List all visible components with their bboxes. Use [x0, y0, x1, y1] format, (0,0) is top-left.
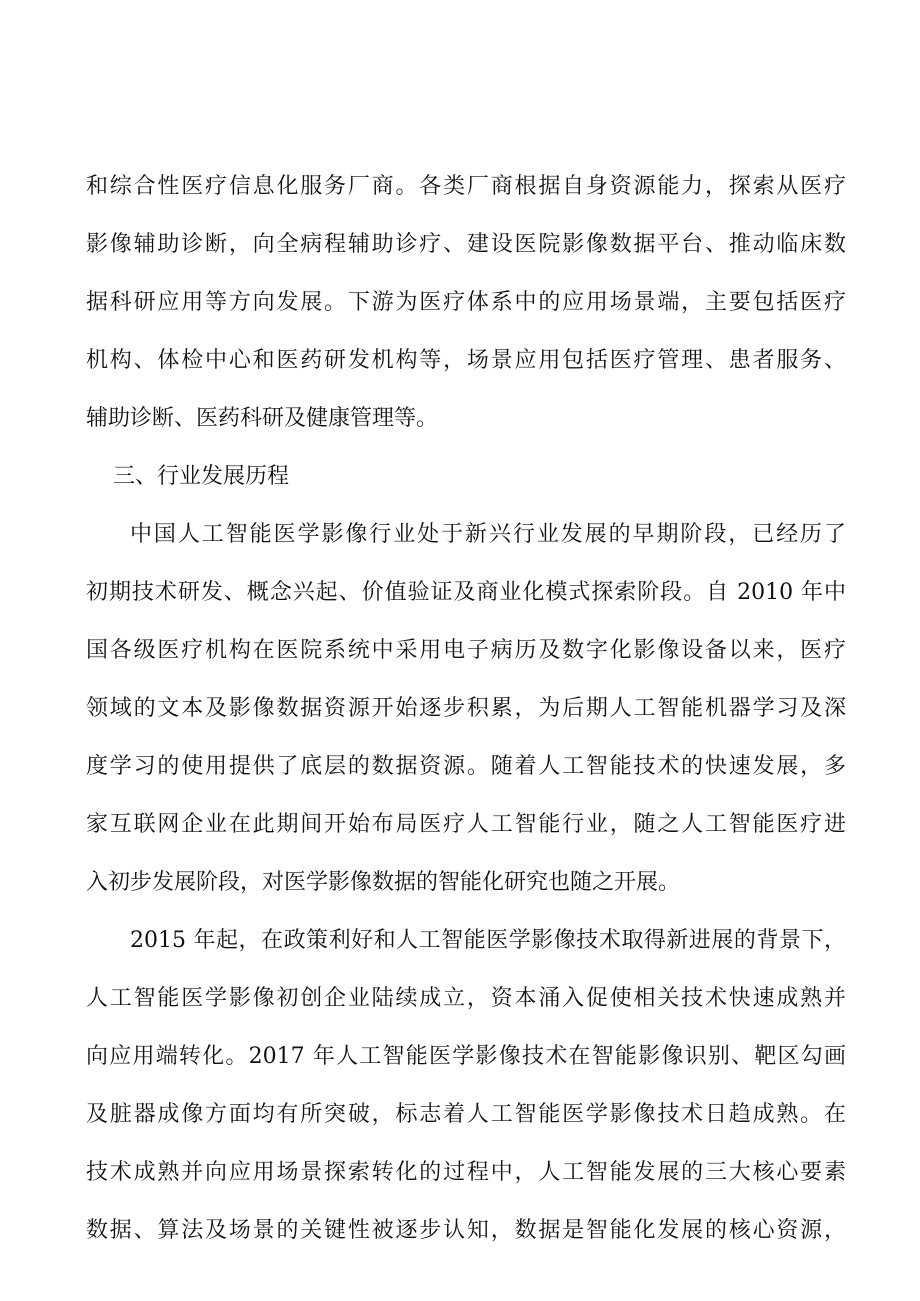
paragraph-2-line-3: 国各级医疗机构在医院系统中采用电子病历及数字化影像设备以来，医疗	[86, 638, 846, 663]
paragraph-3-line-5: 技术成熟并向应用场景探索转化的过程中，人工智能发展的三大核心要素	[86, 1160, 846, 1185]
paragraph-1-line-2: 影像辅助诊断，向全病程辅助诊疗、建设医院影像数据平台、推动临床数	[86, 232, 846, 257]
paragraph-3-line-2: 人工智能医学影像初创企业陆续成立，资本涌入促使相关技术快速成熟并	[86, 986, 846, 1011]
paragraph-3-line-1: 2015 年起，在政策利好和人工智能医学影像技术取得新进展的背景下，	[130, 928, 846, 953]
paragraph-2-line-2: 初期技术研发、概念兴起、价值验证及商业化模式探索阶段。自 2010 年中	[86, 580, 846, 605]
paragraph-3-line-3: 向应用端转化。2017 年人工智能医学影像技术在智能影像识别、靶区勾画	[86, 1044, 846, 1069]
paragraph-2-line-7: 入初步发展阶段，对医学影像数据的智能化研究也随之开展。	[86, 870, 681, 895]
paragraph-2-line-4: 领域的文本及影像数据资源开始逐步积累，为后期人工智能机器学习及深	[86, 696, 846, 721]
paragraph-3-line-6: 数据、算法及场景的关键性被逐步认知，数据是智能化发展的核心资源，	[86, 1218, 846, 1243]
paragraph-2-line-1: 中国人工智能医学影像行业处于新兴行业发展的早期阶段，已经历了	[130, 522, 846, 547]
paragraph-2-line-6: 家互联网企业在此期间开始布局医疗人工智能行业，随之人工智能医疗进	[86, 812, 846, 837]
paragraph-3-line-4: 及脏器成像方面均有所突破，标志着人工智能医学影像技术日趋成熟。在	[86, 1102, 846, 1127]
paragraph-1-line-4: 机构、体检中心和医药研发机构等，场景应用包括医疗管理、患者服务、	[86, 348, 846, 373]
section-heading: 三、行业发展历程	[113, 464, 290, 489]
paragraph-2-line-5: 度学习的使用提供了底层的数据资源。随着人工智能技术的快速发展，多	[86, 754, 846, 779]
paragraph-1-line-1: 和综合性医疗信息化服务厂商。各类厂商根据自身资源能力，探索从医疗	[86, 174, 846, 199]
paragraph-1-line-3: 据科研应用等方向发展。下游为医疗体系中的应用场景端，主要包括医疗	[86, 290, 846, 315]
paragraph-1-line-5: 辅助诊断、医药科研及健康管理等。	[86, 406, 439, 431]
